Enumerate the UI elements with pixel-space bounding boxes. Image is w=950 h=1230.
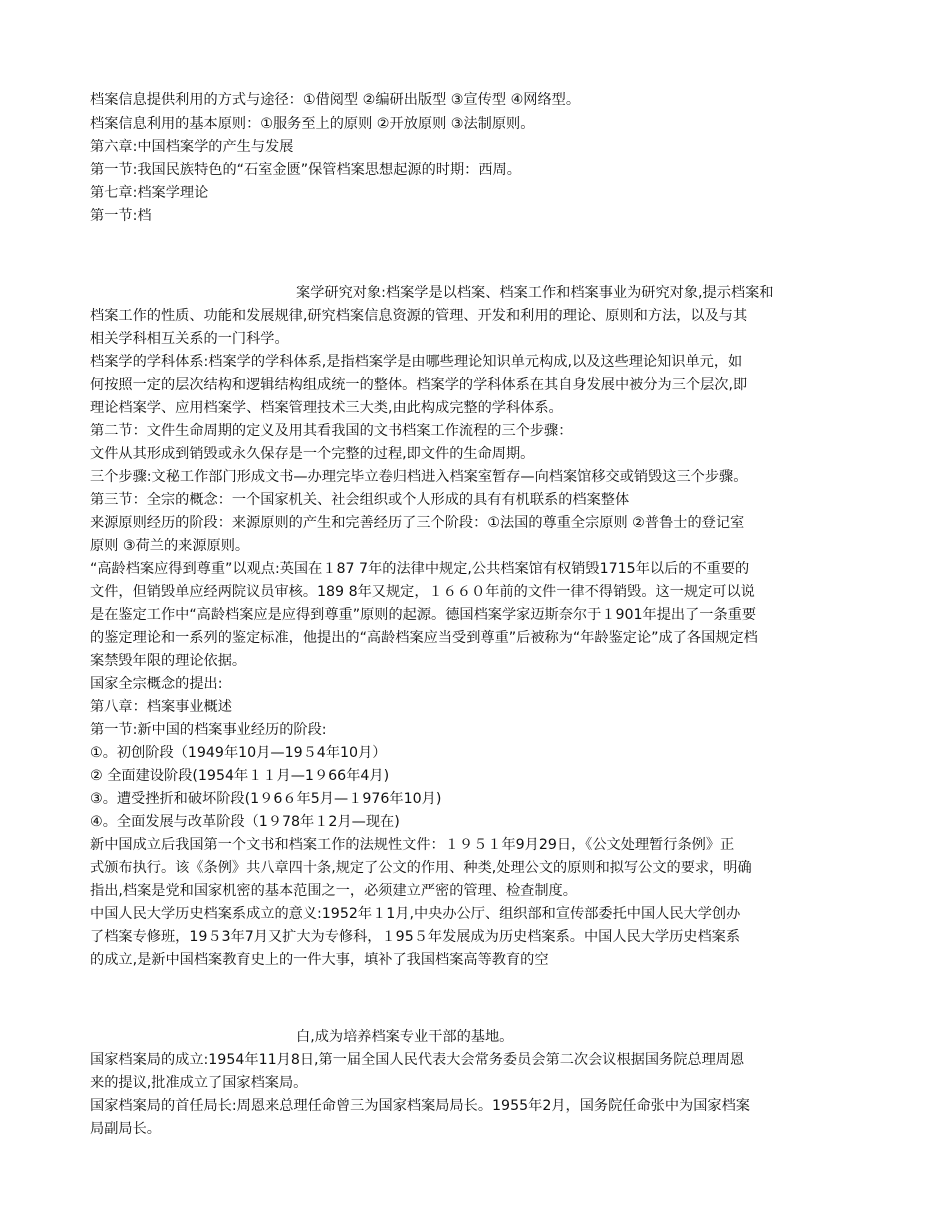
text-line: 了档案专修班，19５3年7月又扩大为专修科，１95５年发展成为历史档案系。中国人民大学历史档案系 <box>90 929 741 945</box>
text-line: 国家档案局的首任局长:周恩来总理任命曾三为国家档案局局长。1955年2月，国务院任命张中为国家档案 <box>90 1098 750 1114</box>
text-line: 的鉴定理论和一系列的鉴定标准，他提出的“高龄档案应当受到尊重”后被称为“年龄鉴定论”成了各国规定档 <box>90 630 758 646</box>
text-line: 来的提议,批准成立了国家档案局。 <box>90 1075 308 1091</box>
list-item: ④。全面发展与改革阶段（1９78年１2月—现在) <box>90 814 400 830</box>
section-heading: 第三节：全宗的概念：一个国家机关、社会组织或个人形成的具有有机联系的档案整体 <box>90 492 630 508</box>
text-line: 国家全宗概念的提出: <box>90 676 223 692</box>
section-heading: 第一节:档 <box>90 208 152 224</box>
list-item: ③。遭受挫折和破坏阶段(1９6６年5月—１976年10月) <box>90 791 442 807</box>
chapter-heading: 第八章：档案事业概述 <box>90 699 232 715</box>
text-line: 原则 ③荷兰的来源原则。 <box>90 538 250 554</box>
text-line: 档案工作的性质、功能和发展规律,研究档案信息资源的管理、开发和利用的理论、原则和方法，以及与其 <box>90 308 748 324</box>
text-line: 指出,档案是党和国家机密的基本范围之一，必须建立严密的管理、检查制度。 <box>90 883 577 899</box>
text-line: 式颁布执行。该《条例》共八章四十条,规定了公文的作用、种类,处理公文的原则和拟写公文的要求，明确 <box>90 860 752 876</box>
text-line: 中国人民大学历史档案系成立的意义:1952年１1月,中央办公厅、组织部和宣传部委托中国人民大学创办 <box>90 906 741 922</box>
text-line: 来源原则经历的阶段：来源原则的产生和完善经历了三个阶段：①法国的尊重全宗原则 ②普鲁士的登记室 <box>90 515 745 531</box>
text-line: 相关学科相互关系的一门科学。 <box>90 331 289 347</box>
list-item: ①。初创阶段（1949年10月—19５4年10月） <box>90 745 387 761</box>
text-line: 的成立,是新中国档案教育史上的一件大事，填补了我国档案高等教育的空 <box>90 952 549 968</box>
section-heading: 第二节：文件生命周期的定义及用其看我国的文书档案工作流程的三个步骤： <box>90 423 573 439</box>
list-item: ② 全面建设阶段(1954年１１月—1９66年4月) <box>90 768 390 784</box>
text-line: 理论档案学、应用档案学、档案管理技术三大类,由此构成完整的学科体系。 <box>90 400 563 416</box>
text-line: “高龄档案应得到尊重”以观点:英国在１87 7年的法律中规定,公共档案馆有权销毁1715年以后的不重要的 <box>90 561 750 577</box>
section-heading: 第一节:新中国的档案事业经历的阶段: <box>90 722 327 738</box>
text-line: 新中国成立后我国第一个文书和档案工作的法规性文件：１９５１年9月29日，《公文处理暂行条例》正 <box>90 837 735 853</box>
chapter-heading: 第六章:中国档案学的产生与发展 <box>90 139 294 155</box>
text-line: 文件，但销毁单应经两院议员审核。189 8年又规定，１６６０年前的文件一律不得销毁。这一规定可以说 <box>90 584 755 600</box>
text-line: 档案信息提供利用的方式与途径：①借阅型 ②编研出版型 ③宣传型 ④网络型。 <box>90 92 581 108</box>
text-line: 局副局长。 <box>90 1121 161 1137</box>
chapter-heading: 第七章:档案学理论 <box>90 185 209 201</box>
text-line: 白,成为培养档案专业干部的基地。 <box>296 1029 514 1045</box>
text-line: 何按照一定的层次结构和逻辑结构组成统一的整体。档案学的学科体系在其自身发展中被分为三个层次,即 <box>90 377 748 393</box>
text-line: 文件从其形成到销毁或永久保存是一个完整的过程,即文件的生命周期。 <box>90 446 535 462</box>
text-line: 国家档案局的成立:1954年11月8日,第一届全国人民代表大会常务委员会第二次会议根据国务院总理周恩 <box>90 1052 745 1068</box>
text-line: 是在鉴定工作中“高龄档案应是应得到尊重”原则的起源。德国档案学家迈斯奈尔于１901年提出了一条重要 <box>90 607 757 623</box>
section-heading: 第一节:我国民族特色的“石室金匮”保管档案思想起源的时期：西周。 <box>90 162 521 178</box>
text-line: 案禁毁年限的理论依据。 <box>90 653 247 669</box>
text-line: 案学研究对象:档案学是以档案、档案工作和档案事业为研究对象,提示档案和 <box>296 285 774 301</box>
text-line: 三个步骤:文秘工作部门形成文书—办理完毕立卷归档进入档案室暂存—向档案馆移交或销毁这三个步骤。 <box>90 469 748 485</box>
text-line: 档案学的学科体系:档案学的学科体系,是指档案学是由哪些理论知识单元构成,以及这些理论知识单元，如 <box>90 354 743 370</box>
text-line: 档案信息利用的基本原则：①服务至上的原则 ②开放原则 ③法制原则。 <box>90 116 535 132</box>
